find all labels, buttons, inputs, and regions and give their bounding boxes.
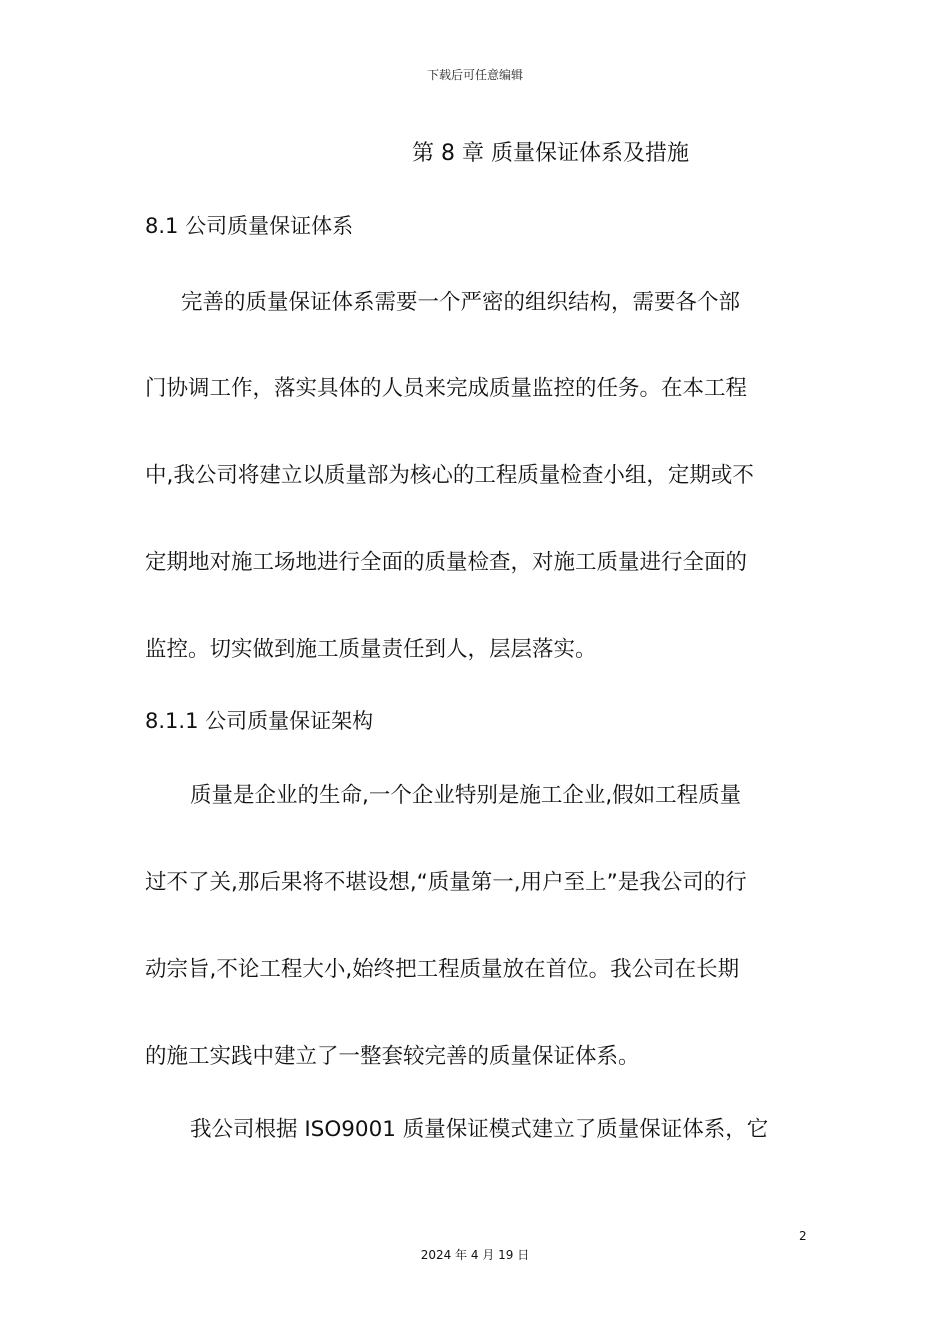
paragraph-line: 的施工实践中建立了一整套较完善的质量保证体系。 xyxy=(145,1044,640,1069)
chapter-title: 第 8 章 质量保证体系及措施 xyxy=(412,141,689,166)
section-heading-8-1-1: 8.1.1 公司质量保证架构 xyxy=(145,709,374,733)
paragraph-line: 完善的质量保证体系需要一个严密的组织结构，需要各个部 xyxy=(181,290,741,315)
paragraph-line: 我公司根据 ISO9001 质量保证模式建立了质量保证体系，它 xyxy=(190,1117,769,1142)
page-header: 下载后可任意编辑 xyxy=(426,68,523,82)
paragraph-line: 中,我公司将建立以质量部为核心的工程质量检查小组，定期或不 xyxy=(145,463,754,488)
page-number: 2 xyxy=(799,1229,807,1243)
page-footer-date: 2024 年 4 月 19 日 xyxy=(420,1248,530,1262)
paragraph-line: 门协调工作，落实具体的人员来完成质量监控的任务。在本工程 xyxy=(145,376,748,401)
paragraph-line: 过不了关,那后果将不堪设想,“质量第一,用户至上”是我公司的行 xyxy=(145,870,747,895)
section-heading-8-1: 8.1 公司质量保证体系 xyxy=(145,214,354,238)
paragraph-line: 动宗旨,不论工程大小,始终把工程质量放在首位。我公司在长期 xyxy=(145,957,740,982)
paragraph-line: 定期地对施工场地进行全面的质量检查，对施工质量进行全面的 xyxy=(145,550,748,575)
paragraph-line: 质量是企业的生命,一个企业特别是施工企业,假如工程质量 xyxy=(190,783,742,808)
paragraph-line: 监控。切实做到施工质量责任到人，层层落实。 xyxy=(145,637,597,662)
